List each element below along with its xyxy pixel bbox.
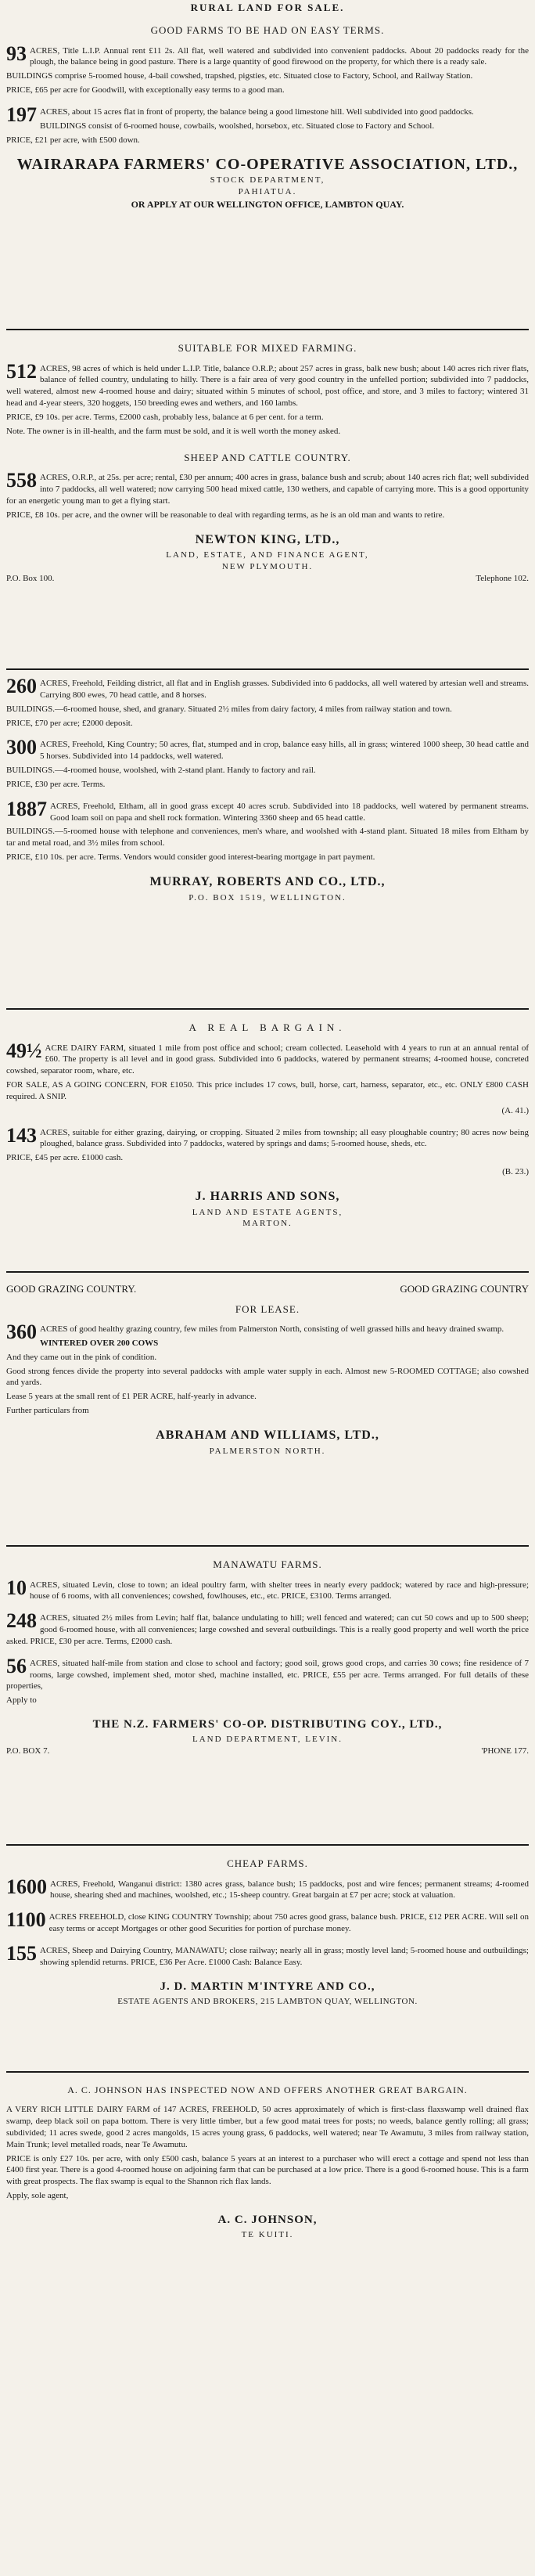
- listing-number: 143: [6, 1123, 37, 1147]
- listing-number: 512: [6, 359, 37, 383]
- listing-number: 300: [6, 736, 37, 759]
- listing-apply: Apply to: [6, 1695, 37, 1706]
- listing-buildings: BUILDINGS comprise 5-roomed house, 4-bail cowshed, trapshed, pigsties, etc. Situated close to Factory, School, and Railway Station.: [6, 71, 473, 81]
- listing-number: 10: [6, 1576, 27, 1599]
- divider: [6, 1844, 529, 1846]
- newton-heading-2: SHEEP AND CATTLE COUNTRY.: [184, 451, 351, 463]
- listing-fences: Good strong fences divide the property into several paddocks with ample water supply in each. Almost new 5-ROOMED COTTAGE; also cowshed and yards.: [6, 1366, 529, 1388]
- listing-ref: (A. 41.): [501, 1105, 529, 1115]
- listing-number: 155: [6, 1941, 37, 1965]
- wairarapa-section: [6, 17, 529, 324]
- listing-text: ACRES, Freehold, Feilding district, all flat and in English grasses. Subdivided into 6 paddocks, all well watered by artesian well and streams. Carrying 800 ewes, 70 head cattle, and 8 horses.: [40, 679, 529, 700]
- agent-name: THE N.Z. FARMERS' CO-OP. DISTRIBUTING COY., LTD.,: [92, 1718, 443, 1731]
- listing-number: 197: [6, 103, 37, 126]
- listing-price: PRICE, £45 per acre. £1000 cash.: [6, 1153, 124, 1163]
- nzfarmers-section: [6, 1551, 529, 1839]
- manawatu-heading: MANAWATU FARMS.: [213, 1558, 322, 1570]
- agent-sub: P.O. BOX 1519, WELLINGTON.: [189, 892, 346, 903]
- listing-155-acres: [6, 1942, 529, 1976]
- listing-text: ACRES, Sheep and Dairying Country, MANAWATU; close railway; nearly all in grass; mostly level land; 5-roomed house and outbuildings; showing splendid returns. PRICE, £36 Per Acre. £1000 Cash: Balance Easy.: [40, 1945, 529, 1967]
- agent-dept: STOCK DEPARTMENT,: [210, 175, 325, 186]
- listing-buildings: BUILDINGS consist of 6-roomed house, cowbails, woolshed, horsebox, etc. Situated close to Factory and School.: [40, 121, 435, 131]
- listing-197-acres: [6, 103, 529, 153]
- listing-price: PRICE, £30 per acre. Terms.: [6, 779, 106, 789]
- listing-text: ACRES, Freehold, King Country; 50 acres, flat, stumped and in crop, balance easy hills, all in grass; wintered 1000 sheep, 30 head cattle and 5 horses. Subdivided into 14 paddocks, well watered.: [40, 740, 529, 762]
- grazing-heading-row: [6, 1282, 529, 1296]
- listing-147-acres: [6, 2101, 529, 2209]
- listing-buildings: BUILDINGS.—4-roomed house, woolshed, with 2-stand plant. Handy to factory and rail.: [6, 766, 316, 776]
- martin-section: [6, 1850, 529, 2066]
- po-box: P.O. BOX 7.: [6, 1746, 50, 1756]
- agent-sub: LAND, ESTATE, AND FINANCE AGENT,: [166, 550, 369, 560]
- agent-town: PALMERSTON NORTH.: [209, 1446, 326, 1456]
- newton-heading-1: SUITABLE FOR MIXED FARMING.: [178, 342, 357, 354]
- listing-1887-acres: [6, 798, 529, 870]
- listing-text: ACRES, Title L.I.P. Annual rent £11 2s. All flat, well watered and subdivided into convenient paddocks. About 20 paddocks ready for the plough, the balance being in good pasture. There is a large quantity of good firewood on the property, for which there is a ready sale.: [30, 45, 529, 67]
- listing-wintered: WINTERED OVER 200 COWS: [40, 1338, 159, 1348]
- listing-lease: Lease 5 years at the small rent of £1 PER ACRE, half-yearly in advance.: [6, 1392, 257, 1402]
- listing-248-acres: [6, 1609, 529, 1655]
- listing-text: ACRES, 98 acres of which is held under L.I.P. Title, balance O.R.P.; about 257 acres in grass, balk new bush; about 140 acres rich river flats, balance of felled country, undulating to hilly. There is a fair area of very good country in the unfelled portion; subdivided into 7 paddocks, well watered, almost new 4-roomed house and dairy; situated within 5 minutes of school, post office, and store, and 3 miles to factory; wintered 31 head and 4-year steers, 320 hoggets, 150 breeding ewes and wethers, and 160 lambs.: [6, 363, 529, 409]
- listing-price: PRICE, £70 per acre; £2000 deposit.: [6, 718, 133, 728]
- listing-price: PRICE, £9 10s. per acre. Terms, £2000 cash, probably less, balance at 6 per cent. for a term.: [6, 412, 324, 422]
- agent-name: NEWTON KING, LTD.,: [195, 532, 340, 546]
- johnson-section: [6, 2077, 529, 2289]
- agent-name: J. HARRIS AND SONS,: [195, 1189, 340, 1203]
- listing-buildings: BUILDINGS.—6-roomed house, shed, and granary. Situated 2½ miles from dairy factory, 4 miles from railway station and town.: [6, 704, 452, 714]
- listing-condition: And they came out in the pink of condition.: [6, 1352, 157, 1362]
- for-lease-heading: FOR LEASE.: [235, 1302, 300, 1315]
- cheap-farms-heading: CHEAP FARMS.: [227, 1857, 308, 1869]
- agent-town: TE KUITI.: [241, 2230, 294, 2240]
- johnson-heading: A. C. JOHNSON HAS INSPECTED NOW AND OFFERS ANOTHER GREAT BARGAIN.: [67, 2084, 468, 2095]
- agent-name: WAIRARAPA FARMERS' CO-OPERATIVE ASSOCIATION, LTD.,: [16, 156, 519, 174]
- listing-number: 49½: [6, 1039, 42, 1062]
- listing-512-acres: [6, 360, 529, 445]
- listing-260-acres: [6, 675, 529, 736]
- harris-heading: A REAL BARGAIN.: [189, 1021, 346, 1033]
- divider: [6, 1545, 529, 1547]
- agent-sub: LAND DEPARTMENT, LEVIN.: [192, 1735, 343, 1745]
- listing-note: Note. The owner is in ill-health, and the farm must be sold, and it is well worth the money asked.: [6, 426, 341, 436]
- agent-name: A. C. JOHNSON,: [217, 2213, 318, 2226]
- divider: [6, 2071, 529, 2073]
- listing-1100-acres: [6, 1908, 529, 1942]
- agent-name: MURRAY, ROBERTS AND CO., LTD.,: [149, 874, 386, 888]
- wairarapa-heading: GOOD FARMS TO BE HAD ON EASY TERMS.: [150, 24, 385, 36]
- listing-text: ACRES, situated Levin, close to town; an ideal poultry farm, with shelter trees in nearly every paddock; watered by race and high-pressure; house of 6 rooms, with all conveniences; cowshed, fowlhouses, etc., etc. PRICE, £3100. Terms arranged.: [30, 1580, 529, 1601]
- divider: [6, 668, 529, 670]
- listing-143-acres: [6, 1124, 529, 1185]
- listing-93-acres: [6, 42, 529, 103]
- listing-300-acres: [6, 736, 529, 797]
- listing-price: PRICE, £21 per acre, with £500 down.: [6, 135, 140, 145]
- listing-buildings: BUILDINGS.—5-roomed house with telephone and conveniences, men's whare, and woolshed with 4-stand plant. Situated 18 miles from Eltham by tar and metal road, and 3½ miles from school.: [6, 827, 529, 848]
- listing-1600-acres: [6, 1875, 529, 1909]
- murray-section: [6, 675, 529, 1003]
- agent-sub: LAND AND ESTATE AGENTS,: [192, 1207, 343, 1217]
- divider: [6, 1271, 529, 1273]
- listing-49-acres: [6, 1039, 529, 1124]
- listing-text: ACRES of good healthy grazing country, few miles from Palmerston North, consisting of well grassed hills and heavy drained swamp.: [40, 1324, 504, 1335]
- listing-text: ACRES FREEHOLD, close KING COUNTRY Township; about 750 acres good grass, balance bush. PRICE, £12 PER ACRE. Will sell on easy terms or accept Mortgages or other good Securities for portion of purchase money.: [48, 1912, 529, 1934]
- agent-town: NEW PLYMOUTH.: [221, 561, 314, 571]
- agent-town: PAHIATUA.: [238, 187, 297, 197]
- listing-further: Further particulars from: [6, 1406, 89, 1416]
- listing-number: 360: [6, 1320, 37, 1344]
- listing-text: ACRES, suitable for either grazing, dairying, or cropping. Situated 2 miles from township; all easy ploughable country; 80 acres now being ploughed, balance grass. Subdivided into 7 paddocks, watered by springs and dams; 5-roomed house, sheds, etc.: [40, 1127, 529, 1149]
- listing-number: 248: [6, 1609, 37, 1633]
- agent-name: ABRAHAM AND WILLIAMS, LTD.,: [156, 1429, 379, 1442]
- listing-text: ACRES, Freehold, Eltham, all in good grass except 40 acres scrub. Subdivided into 18 paddocks, well watered by permanent streams. Good loam soil on papa and shell rock formation. Wintering 3360 sheep and 65 head cattle.: [50, 801, 529, 823]
- listing-number: 260: [6, 675, 37, 697]
- listing-price: FOR SALE, AS A GOING CONCERN, FOR £1050. This price includes 17 cows, bull, horse, cart, harness, separator, etc., etc. ONLY £800 CASH required. A SNIP.: [6, 1080, 529, 1101]
- listing-number: 56: [6, 1654, 27, 1677]
- abraham-section: [6, 1277, 529, 1540]
- listing-price: PRICE, £10 10s. per acre. Terms. Vendors would consider good interest-bearing mortgage in part payment.: [6, 852, 375, 863]
- telephone: 'PHONE 177.: [481, 1746, 529, 1756]
- listing-number: 1600: [6, 1875, 47, 1898]
- agent-apply: OR APPLY AT OUR WELLINGTON OFFICE, LAMBTON QUAY.: [131, 199, 404, 211]
- agent-name: J. D. MARTIN M'INTYRE AND CO.,: [160, 1980, 375, 1993]
- listing-10-acres: [6, 1576, 529, 1610]
- page-header: RURAL LAND FOR SALE.: [190, 2, 345, 13]
- listing-text: ACRES, situated 2½ miles from Levin; half flat, balance undulating to hill; well fenced and watered; can cut 50 cows and up to 500 sheep; good 6-roomed house, with all conveniences; large cowshed and several outbuildings. This is a really good property and well worth the price asked. PRICE, £30 per acre. Terms, £2000 cash.: [6, 1613, 529, 1646]
- listing-text: ACRES, about 15 acres flat in front of property, the balance being a good limestone hill. Well subdivided into good paddocks.: [40, 106, 474, 117]
- divider: [6, 1008, 529, 1010]
- listing-text: ACRES, Freehold, Wanganui district: 1380 acres grass, balance bush; 15 paddocks, post and wire fences; permanent streams; 4-roomed house, shearing shed and machines, woolshed, etc.; 15-sheep country. Great bargain at £7 per acre; stock at valuation.: [50, 1879, 529, 1900]
- listing-text: ACRES, O.R.P., at 25s. per acre; rental, £30 per annum; 400 acres in grass, balance bush and scrub; about 140 acres rich flat; well subdivided into 7 paddocks, all well watered; now carrying 500 head mixed cattle, 130 wethers, and capable of carrying more. This is a good opportunity for an energetic young man to get a flying start.: [6, 473, 529, 506]
- listing-360-acres: [6, 1320, 529, 1424]
- listing-price: PRICE is only £27 10s. per acre, with only £500 cash, balance 5 years at an interest to a purchaser who will erect a cottage and spend not less than £400 first year. There is a good 4-roomed house on adjoining farm that can be purchased at a low price. There is a good 6-roomed house. This is a farm with great prospects. The flax swamp is equal to the Shannon rich flax lands.: [6, 2153, 529, 2187]
- telephone: Telephone 102.: [476, 573, 529, 583]
- grazing-heading-right: GOOD GRAZING COUNTRY: [400, 1283, 529, 1295]
- grazing-heading-left: GOOD GRAZING COUNTRY.: [6, 1283, 137, 1295]
- listing-56-acres: [6, 1655, 529, 1713]
- divider: [6, 329, 529, 330]
- agent-contact: [6, 1746, 529, 1757]
- newton-section: [6, 335, 529, 664]
- agent-town: MARTON.: [242, 1219, 293, 1229]
- listing-text: ACRES, situated half-mile from station and close to school and factory; good soil, grows good crops, and carries 30 cows; fine residence of 7 rooms, large cowshed, implement shed, motor shed, machine installed, etc. PRICE, £55 per acre. Terms arranged. For full details of these properties,: [6, 1658, 529, 1692]
- listing-price: PRICE, £8 10s. per acre, and the owner will be reasonable to deal with regarding terms, as he is an old man and wants to retire.: [6, 510, 445, 520]
- listing-text: A VERY RICH LITTLE DAIRY FARM of 147 ACRES, FREEHOLD, 50 acres approximately of which is first-class flaxswamp well drained flax swamp, deep black soil on papa bottom. There is very little timber, but a few good matai trees for posts; no weeds, balance gently rolling; all grass; subdivided; 11 acres swede, good 2 acres mangolds, 15 acres young grass, 6 paddocks, well watered; near Te Awamutu, 3 miles from railway station, Main Trunk; level metalled roads, near Te Awamutu.: [6, 2105, 529, 2149]
- po-box: P.O. Box 100.: [6, 573, 55, 583]
- listing-558-acres: [6, 469, 529, 528]
- listing-price: PRICE, £65 per acre for Goodwill, with exceptionally easy terms to a good man.: [6, 85, 285, 95]
- listing-apply: Apply, sole agent,: [6, 2191, 69, 2201]
- listing-number: 93: [6, 41, 27, 65]
- listing-ref: (B. 23.): [502, 1167, 529, 1177]
- agent-sub: ESTATE AGENTS AND BROKERS, 215 LAMBTON QUAY, WELLINGTON.: [117, 1996, 418, 2006]
- agent-contact: [6, 573, 529, 585]
- listing-number: 1887: [6, 797, 47, 820]
- harris-section: [6, 1014, 529, 1266]
- listing-number: 558: [6, 469, 37, 492]
- listing-text: ACRE DAIRY FARM, situated 1 mile from post office and school; cream collected. Leasehold with 4 years to run at an annual rental of £60. The property is all level and in good grass. Subdivided into 6 paddocks, watered by permanent streams; 4-roomed house, concreted cowshed, separator room, whare, etc.: [6, 1043, 529, 1076]
- listing-number: 1100: [6, 1908, 46, 1932]
